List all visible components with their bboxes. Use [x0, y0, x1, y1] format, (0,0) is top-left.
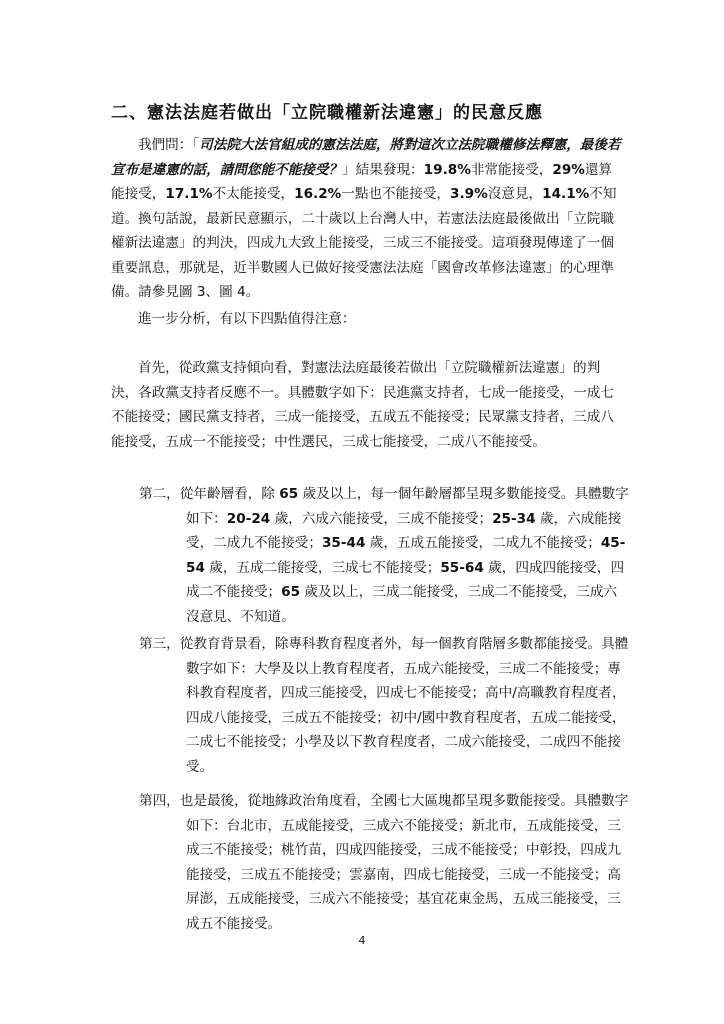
- paragraph-survey-result: [111, 133, 621, 305]
- region-analysis: 也是最後，從地緣政治角度看，全國七大區塊都呈現多數能接受。具體數字如下：台北市，五成能接受，三成六不能接受；新北市，五成能接受，三成三不能接受；桃竹苗，四成四能接受，三成不能接受；中彰投，四成九能接受，三成五不能接受；雲嘉南，四成七能接受，三成一不能接受；高屏澎，五成能接受，三成六不能接受；基宜花東金馬，五成三能接受，三成五不能接受。: [179, 793, 629, 932]
- age-number: 20-24: [226, 510, 271, 527]
- page-number: 4: [358, 934, 366, 947]
- stat-not-very-acceptable: 17.1%: [165, 186, 213, 202]
- section-heading: 二、憲法法庭若做出「立院職權新法違憲」的民意反應: [111, 103, 543, 123]
- question-lead: 我們問：「: [138, 137, 200, 153]
- stat-label: 沒意見，: [487, 186, 543, 202]
- stat-label: 非常能接受，: [470, 161, 553, 178]
- age-number: 45-54: [186, 535, 626, 576]
- stat-label: 不太能接受，: [212, 186, 295, 202]
- stat-no-opinion: 3.9%: [450, 186, 488, 202]
- question-close: 」結果發現：: [342, 161, 424, 178]
- stat-dont-know: 14.1%: [542, 186, 590, 202]
- age-text: 歲，五成五能接受，二成九不能接受；: [365, 535, 601, 551]
- paragraph-intro-analysis: [111, 307, 621, 332]
- age-number: 55-64: [440, 559, 484, 576]
- age-text: 歲，五成二能接受，三成七不能接受；: [204, 559, 441, 576]
- point-label-fourth: 第四，: [139, 793, 180, 809]
- party-analysis: 首先，從政黨支持傾向看，對憲法法庭最後若做出「立院職權新法違憲」的判決，各政黨支持者反應不一。具體數字如下：民進黨支持者，七成一能接受，一成七不能接受；國民黨支持者，三成一能接受，五成五不能接受；民眾黨支持者，三成八能接受，五成一不能接受；中性選民，三成七能接受，二成八不能接受。: [111, 360, 614, 450]
- stat-label: 一點也不能接受，: [341, 186, 451, 202]
- point-label-third: 第三，: [139, 636, 180, 652]
- survey-question: 司法院大法官組成的憲法法庭，將對這次立法院職權修法釋憲，最後若宣布是違憲的話，請問您能不能接受？: [111, 137, 621, 178]
- age-text: 歲，六成六能接受，三成不能接受；: [270, 510, 493, 527]
- stat-label: 還算能接受，: [111, 161, 613, 202]
- paragraph-region: [139, 789, 629, 936]
- age-number: 65: [281, 584, 301, 600]
- paragraph-party: [111, 356, 621, 454]
- age-number: 25-34: [492, 510, 536, 527]
- point-label-second: 第二，: [139, 486, 180, 502]
- education-analysis: 從教育背景看，除專科教育程度者外，每一個教育階層多數都能接受。具體數字如下：大學及以上教育程度者，五成六能接受，三成二不能接受；專科教育程度者，四成三能接受，四成七不能接受；高中/高職教育程度者，四成八能接受，三成五不能接受；初中/國中教育程度者，五成二能接受，二成七不能接受；小學及以下教育程度者，二成六能接受，二成四不能接受。: [179, 636, 629, 775]
- stat-very-acceptable: 19.8%: [423, 161, 471, 178]
- age-text: 歲及以上，每一個年齡層都呈現多數能接受。具體數字如下：: [186, 486, 629, 527]
- analysis-intro: 進一步分析，有以下四點值得注意：: [138, 311, 356, 327]
- paragraph-education: [139, 632, 629, 779]
- age-number: 35-44: [321, 535, 366, 551]
- paragraph-conclusion: 不知道。換句話說，最新民意顯示，二十歲以上台灣人中，若憲法法庭最後做出「立院職權新法違憲」的判決，四成九大致上能接受，三成三不能接受。這項發現傳達了一個重要訊息，那就是，近半數國人已做好接受憲法法庭「國會改革修法違憲」的心理準備。請參見圖 3、圖 4。: [111, 186, 617, 300]
- age-text: 歲，四成四能接受，四成二不能接受；: [186, 559, 625, 600]
- age-number: 65: [279, 486, 299, 502]
- paragraph-age: [139, 482, 629, 629]
- stat-fairly-acceptable: 29%: [552, 161, 585, 178]
- age-text: 歲及以上，三成二能接受，三成二不能接受，三成六沒意見、不知道。: [186, 584, 618, 625]
- age-text: 歲，六成能接受，二成九不能接受；: [186, 510, 622, 551]
- age-text: 從年齡層看，除: [179, 486, 280, 502]
- stat-not-at-all: 16.2%: [294, 186, 342, 202]
